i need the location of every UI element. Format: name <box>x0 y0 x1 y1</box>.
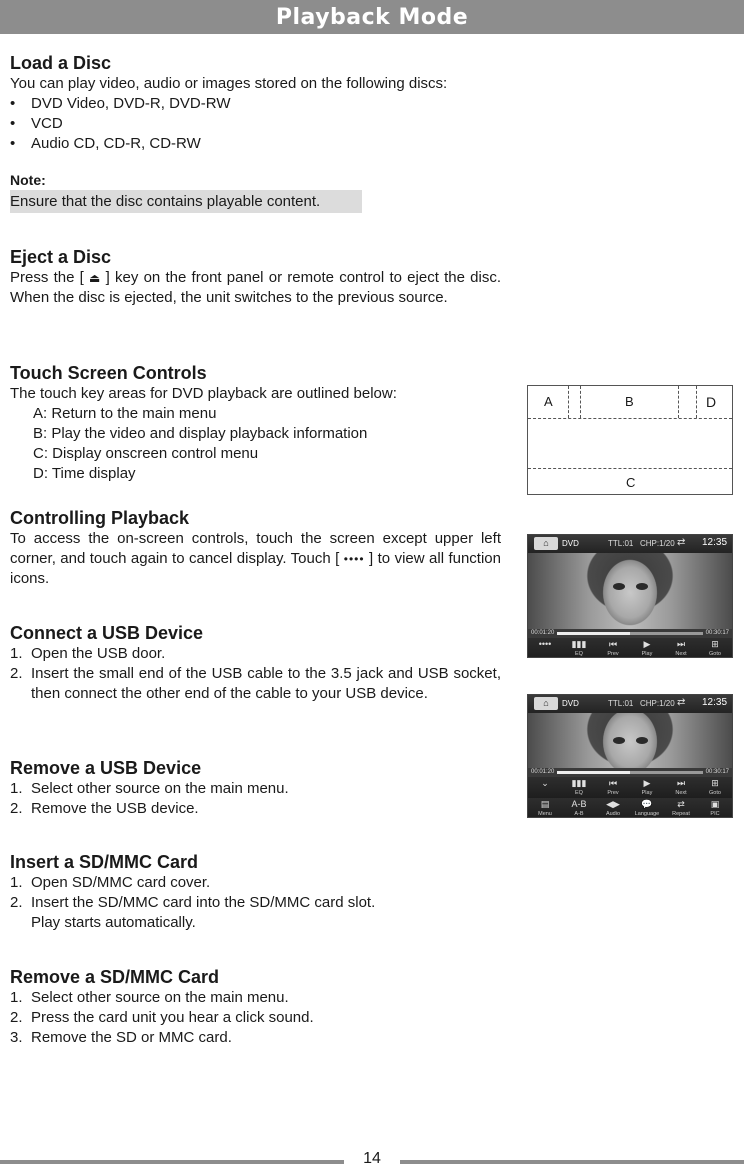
eject-text-before: Press the [ <box>10 269 90 286</box>
diagram-label-c: C <box>626 475 636 490</box>
list-item: • Audio CD, CD-R, CD-RW <box>10 134 501 154</box>
load-disc-heading: Load a Disc <box>10 53 112 73</box>
control-label: Goto <box>709 790 721 796</box>
touch-controls-heading: Touch Screen Controls <box>10 363 207 383</box>
collapse-button[interactable] <box>528 777 562 789</box>
diagram-divider <box>580 386 581 418</box>
insert-sd-heading: Insert a SD/MMC Card <box>10 852 199 872</box>
list-item <box>10 644 501 664</box>
section-load-disc <box>10 52 501 213</box>
step-text: Open SD/MMC card cover. <box>31 874 211 891</box>
page-title: Playback Mode <box>275 4 469 30</box>
diagram-divider <box>528 468 732 469</box>
play-button[interactable] <box>630 777 664 797</box>
list-item: • VCD <box>10 114 501 134</box>
next-icon: ⏭ <box>676 639 686 649</box>
control-label: EQ <box>575 651 583 657</box>
list-item <box>10 873 501 893</box>
eq-icon: ▮▮▮ <box>571 639 587 649</box>
video-frame[interactable] <box>528 553 732 629</box>
goto-icon: ⊞ <box>711 778 719 788</box>
step-number: 2. <box>10 800 23 817</box>
list-item <box>10 799 501 819</box>
control-row <box>528 777 732 798</box>
touch-area-diagram <box>527 385 733 495</box>
progress-fill <box>557 771 630 774</box>
step-number: 1. <box>10 874 23 891</box>
progress-track <box>557 632 703 635</box>
note-box: Ensure that the disc contains playable content. <box>10 190 362 213</box>
control-row <box>528 638 732 658</box>
video-image-detail <box>636 583 648 590</box>
remove-usb-steps <box>10 779 501 819</box>
repeat-icon: ⇄ <box>677 697 686 708</box>
ab-repeat-icon: A-B <box>571 799 587 809</box>
touch-area-a: A: Return to the main menu <box>33 405 217 422</box>
step-number: 1. <box>10 780 23 797</box>
list-item <box>10 1008 501 1028</box>
footer-divider <box>0 1160 344 1164</box>
controlling-text-after: ] to view all function icons. <box>10 550 501 587</box>
more-dots-icon: •••• <box>343 552 365 566</box>
control-label: Menu <box>538 811 552 817</box>
picture-icon: ▣ <box>710 799 720 809</box>
remove-sd-steps <box>10 988 501 1048</box>
language-button[interactable] <box>630 798 664 818</box>
video-image-detail <box>613 583 625 590</box>
step-text: Remove the SD or MMC card. <box>31 1029 232 1046</box>
connect-usb-steps <box>10 644 501 704</box>
speech-bubble-icon: 💬 <box>641 799 653 809</box>
eject-disc-heading: Eject a Disc <box>10 247 112 267</box>
control-label: Audio <box>605 811 621 817</box>
touch-controls-intro: The touch key areas for DVD playback are outlined below: <box>10 385 397 402</box>
section-touch-controls <box>10 362 501 484</box>
elapsed-time: 00:01:20 <box>531 769 555 775</box>
list-item <box>10 893 501 913</box>
play-icon: ▶ <box>643 639 651 649</box>
touch-area-b: B: Play the video and display playback information <box>33 425 368 442</box>
section-eject-disc <box>10 246 501 308</box>
list-item <box>10 664 501 704</box>
pic-button[interactable] <box>698 798 732 818</box>
prev-button[interactable] <box>596 777 630 797</box>
audio-icon: ◀▶ <box>606 799 620 809</box>
section-insert-sd <box>10 851 501 933</box>
next-button[interactable] <box>664 638 698 658</box>
diagram-label-a: A <box>544 394 553 409</box>
dvd-source-label: DVD <box>562 539 579 548</box>
prev-icon: ⏮ <box>608 778 618 788</box>
eject-icon: ⏏ <box>89 271 101 285</box>
section-remove-usb <box>10 757 501 819</box>
step-text: Press the card unit you hear a click sound. <box>31 1009 314 1026</box>
next-icon: ⏭ <box>676 778 686 788</box>
repeat-button[interactable] <box>664 798 698 818</box>
eq-button[interactable] <box>562 638 596 658</box>
step-text: Insert the SD/MMC card into the SD/MMC card slot. <box>31 894 376 911</box>
dvd-chapter-info: CHP:1/20 <box>640 539 675 548</box>
control-label: A-B <box>574 811 584 817</box>
step-text: Remove the USB device. <box>31 800 199 817</box>
insert-sd-steps <box>10 873 501 913</box>
page-number: 14 <box>363 1150 381 1167</box>
eq-button[interactable] <box>562 777 596 797</box>
repeat-icon: ⇄ <box>677 537 686 548</box>
disc-type-list <box>10 94 501 154</box>
control-label: Language <box>634 811 660 817</box>
home-icon[interactable]: ⌂ <box>534 697 558 710</box>
total-time: 00:30:17 <box>705 769 729 775</box>
step-number: 2. <box>10 894 23 911</box>
dvd-chapter-info: CHP:1/20 <box>640 699 675 708</box>
control-label: Next <box>675 651 687 657</box>
repeat-icon: ⇄ <box>677 799 685 809</box>
next-button[interactable] <box>664 777 698 797</box>
more-dots-icon: •••• <box>538 639 552 649</box>
control-label: Prev <box>607 651 619 657</box>
dvd-title-info: TTL:01 <box>608 539 634 548</box>
touch-area-d: D: Time display <box>33 465 136 482</box>
insert-sd-continuation: Play starts automatically. <box>31 914 196 931</box>
footer-divider <box>400 1160 744 1164</box>
remove-usb-heading: Remove a USB Device <box>10 758 202 778</box>
menu-button[interactable] <box>528 798 562 818</box>
list-item <box>10 779 501 799</box>
control-label: Repeat <box>672 811 690 817</box>
diagram-label-b: B <box>625 394 634 409</box>
audio-button[interactable] <box>596 798 630 818</box>
control-label: Goto <box>709 651 721 657</box>
play-icon: ▶ <box>643 778 651 788</box>
goto-icon: ⊞ <box>711 639 719 649</box>
touch-area-c: C: Display onscreen control menu <box>33 445 259 462</box>
step-text: Select other source on the main menu. <box>31 780 289 797</box>
diagram-divider <box>528 418 732 419</box>
control-label: PIC <box>710 811 720 817</box>
controlling-text <box>10 529 501 589</box>
eject-disc-text <box>10 268 501 308</box>
video-frame[interactable] <box>528 713 732 768</box>
step-text: Open the USB door. <box>31 645 166 662</box>
ab-repeat-button[interactable] <box>562 798 596 818</box>
section-connect-usb <box>10 622 501 704</box>
diagram-divider <box>568 386 569 418</box>
step-number: 2. <box>10 665 23 682</box>
diagram-label-d: D <box>706 394 717 410</box>
chevron-down-icon: ⌄ <box>541 778 549 788</box>
controlling-text-before: To access the on-screen controls, touch the screen except upper left corner, and touch again to cancel display. Touch [ <box>10 530 501 567</box>
prev-button[interactable] <box>596 638 630 658</box>
control-row <box>528 798 732 818</box>
controlling-heading: Controlling Playback <box>10 508 190 528</box>
progress-bar[interactable] <box>528 768 732 777</box>
list-item <box>10 988 501 1008</box>
dvd-clock: 12:35 <box>702 697 728 708</box>
step-number: 1. <box>10 989 23 1006</box>
menu-icon: ▤ <box>540 799 550 809</box>
play-button[interactable] <box>630 638 664 658</box>
dvd-title-info: TTL:01 <box>608 699 634 708</box>
dvd-status-bar <box>528 535 732 553</box>
prev-icon: ⏮ <box>608 639 618 649</box>
dvd-clock: 12:35 <box>702 537 728 548</box>
control-label: Next <box>675 790 687 796</box>
progress-fill <box>557 632 630 635</box>
video-image-detail <box>613 737 625 744</box>
section-remove-sd <box>10 966 501 1048</box>
list-item: • DVD Video, DVD-R, DVD-RW <box>10 94 501 114</box>
total-time: 00:30:17 <box>705 630 729 636</box>
dvd-source-label: DVD <box>562 699 579 708</box>
dvd-screen-basic <box>527 534 733 658</box>
elapsed-time: 00:01:20 <box>531 630 555 636</box>
progress-track <box>557 771 703 774</box>
load-disc-intro: You can play video, audio or images stored on the following discs: <box>10 75 448 92</box>
control-label: EQ <box>575 790 583 796</box>
step-text: Insert the small end of the USB cable to the 3.5 jack and USB socket, then connect the other end of the cable to your USB device. <box>31 665 501 702</box>
section-controlling-playback <box>10 507 501 589</box>
connect-usb-heading: Connect a USB Device <box>10 623 204 643</box>
control-label: Prev <box>607 790 619 796</box>
step-number: 2. <box>10 1009 23 1026</box>
eject-text-after: ] key on the front panel or remote control to eject the disc. When the disc is ejected, the unit switches to the previous source. <box>10 269 501 306</box>
step-number: 1. <box>10 645 23 662</box>
diagram-divider <box>696 386 697 418</box>
list-item <box>10 1028 501 1048</box>
note-label: Note: <box>10 172 46 188</box>
goto-button[interactable] <box>698 638 732 658</box>
progress-bar[interactable] <box>528 629 732 638</box>
dvd-screen-expanded <box>527 694 733 818</box>
dvd-status-bar <box>528 695 732 713</box>
video-image-detail <box>636 737 648 744</box>
remove-sd-heading: Remove a SD/MMC Card <box>10 967 220 987</box>
more-button[interactable] <box>528 638 562 650</box>
control-label: Play <box>641 790 653 796</box>
page-header <box>0 0 744 34</box>
control-label: Play <box>641 651 653 657</box>
diagram-divider <box>678 386 679 418</box>
home-icon[interactable]: ⌂ <box>534 537 558 550</box>
goto-button[interactable] <box>698 777 732 797</box>
eq-icon: ▮▮▮ <box>571 778 587 788</box>
step-number: 3. <box>10 1029 23 1046</box>
step-text: Select other source on the main menu. <box>31 989 289 1006</box>
